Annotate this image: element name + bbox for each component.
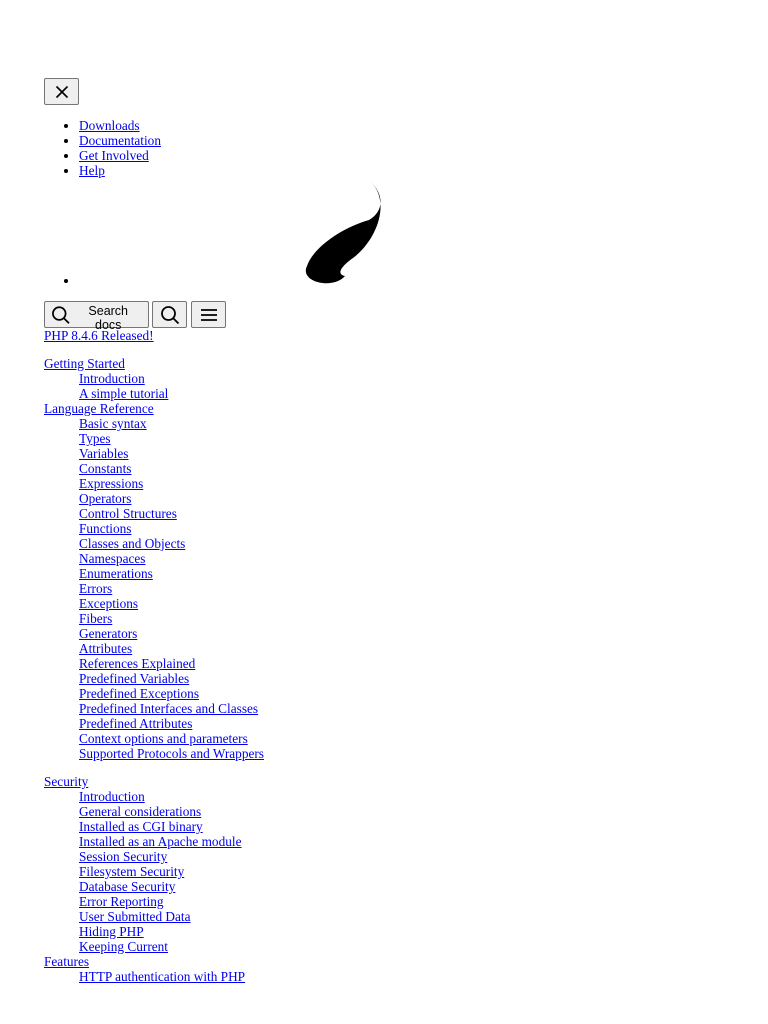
toc-item-link[interactable]: Control Structures bbox=[79, 506, 177, 521]
toc-item-link[interactable]: Predefined Variables bbox=[79, 671, 190, 686]
toc-section-security[interactable]: Security bbox=[44, 774, 89, 789]
search-icon bbox=[51, 305, 70, 325]
toc-item bbox=[44, 416, 744, 431]
toc-item-link[interactable]: A simple tutorial bbox=[79, 386, 169, 401]
logo-icon bbox=[305, 180, 385, 286]
release-announcement-link[interactable]: PHP 8.4.6 Released! bbox=[44, 328, 154, 343]
toc-item bbox=[44, 939, 744, 954]
toc-item bbox=[44, 566, 744, 581]
toc-item bbox=[44, 789, 744, 804]
search-docs-button[interactable] bbox=[44, 301, 149, 332]
toc-item-link[interactable]: Predefined Exceptions bbox=[79, 686, 200, 701]
search-icon bbox=[160, 305, 180, 325]
toc-item bbox=[44, 909, 744, 924]
toc-item bbox=[44, 924, 744, 939]
toc-item bbox=[44, 731, 744, 746]
toc-item-link[interactable]: Expressions bbox=[79, 476, 144, 491]
toc-item-link[interactable]: Introduction bbox=[79, 789, 145, 804]
nav-link-help[interactable]: Help bbox=[79, 163, 105, 178]
toc-item bbox=[44, 641, 744, 656]
toc-item-link[interactable]: Database Security bbox=[79, 879, 176, 894]
toc-item bbox=[44, 849, 744, 864]
toc-item-link[interactable]: Attributes bbox=[79, 641, 133, 656]
toc-item bbox=[44, 371, 744, 386]
toc-item bbox=[44, 894, 744, 909]
toc-item-link[interactable]: Installed as an Apache module bbox=[79, 834, 242, 849]
toc-item-link[interactable]: Enumerations bbox=[79, 566, 153, 581]
toc-item-link[interactable]: Context options and parameters bbox=[79, 731, 248, 746]
nav-link-documentation[interactable]: Documentation bbox=[79, 133, 161, 148]
toc-item-link[interactable]: Generators bbox=[79, 626, 138, 641]
toc-item-link[interactable]: Operators bbox=[79, 491, 132, 506]
toc-item bbox=[44, 386, 744, 401]
toc-item bbox=[44, 491, 744, 506]
nav-link-get-involved[interactable]: Get Involved bbox=[79, 148, 149, 163]
toc-item-link[interactable]: Supported Protocols and Wrappers bbox=[79, 746, 264, 761]
toc-item-link[interactable]: Predefined Attributes bbox=[79, 716, 193, 731]
toc-item-link[interactable]: Types bbox=[79, 431, 111, 446]
toc-item bbox=[44, 819, 744, 834]
toc-item-link[interactable]: Exceptions bbox=[79, 596, 139, 611]
toc-item-link[interactable]: Hiding PHP bbox=[79, 924, 144, 939]
toc-item bbox=[44, 701, 744, 716]
toc-item bbox=[44, 581, 744, 596]
toc-item bbox=[44, 969, 744, 984]
toc-item-link[interactable]: HTTP authentication with PHP bbox=[79, 969, 246, 984]
toc-gap bbox=[44, 761, 744, 774]
toc-item-link[interactable]: Filesystem Security bbox=[79, 864, 185, 879]
toc-item-link[interactable]: Constants bbox=[79, 461, 132, 476]
toc-item-link[interactable]: User Submitted Data bbox=[79, 909, 191, 924]
toc-item bbox=[44, 716, 744, 731]
toc-item bbox=[44, 536, 744, 551]
toc-item bbox=[44, 656, 744, 671]
toc-item bbox=[44, 671, 744, 686]
toc-section-features[interactable]: Features bbox=[44, 954, 90, 969]
toc-item-link[interactable]: Predefined Interfaces and Classes bbox=[79, 701, 259, 716]
hamburger-icon bbox=[200, 308, 218, 322]
close-icon bbox=[55, 85, 69, 99]
toc-item bbox=[44, 596, 744, 611]
toc-section-language-reference[interactable]: Language Reference bbox=[44, 401, 154, 416]
toc-item-link[interactable]: Functions bbox=[79, 521, 132, 536]
toc-item-link[interactable]: Basic syntax bbox=[79, 416, 147, 431]
toc-item-link[interactable]: References Explained bbox=[79, 656, 196, 671]
toc-item-link[interactable]: Namespaces bbox=[79, 551, 146, 566]
toc-item-link[interactable]: Error Reporting bbox=[79, 894, 164, 909]
nav-item-documentation bbox=[79, 133, 161, 148]
toc-item bbox=[44, 686, 744, 701]
toc-item bbox=[44, 626, 744, 641]
nav-link-downloads[interactable]: Downloads bbox=[79, 118, 140, 133]
search-button[interactable] bbox=[152, 301, 187, 328]
toc-item bbox=[44, 476, 744, 491]
logo-list bbox=[44, 273, 79, 288]
toc-item bbox=[44, 551, 744, 566]
toc-item bbox=[44, 611, 744, 626]
toc-section-getting-started[interactable]: Getting Started bbox=[44, 356, 125, 371]
nav-item-downloads bbox=[79, 118, 161, 133]
toc-item bbox=[44, 864, 744, 879]
menu-button[interactable] bbox=[191, 301, 226, 328]
nav-item-help bbox=[79, 163, 161, 178]
toc-item bbox=[44, 804, 744, 819]
toc-item bbox=[44, 506, 744, 521]
close-button[interactable] bbox=[44, 78, 79, 105]
toc-item bbox=[44, 834, 744, 849]
toc-item-link[interactable]: Classes and Objects bbox=[79, 536, 186, 551]
search-docs-label: Search docs bbox=[88, 303, 129, 332]
toc-item bbox=[44, 521, 744, 536]
toc-item bbox=[44, 746, 744, 761]
toc-item-link[interactable]: Session Security bbox=[79, 849, 168, 864]
toc-item-link[interactable]: General considerations bbox=[79, 804, 202, 819]
toc-item bbox=[44, 446, 744, 461]
main-nav bbox=[44, 118, 161, 178]
toc-item bbox=[44, 461, 744, 476]
nav-item-get-involved bbox=[79, 148, 161, 163]
toc-item bbox=[44, 879, 744, 894]
toc-item bbox=[44, 431, 744, 446]
toc-item-link[interactable]: Errors bbox=[79, 581, 113, 596]
toc-item-link[interactable]: Introduction bbox=[79, 371, 145, 386]
toc-item-link[interactable]: Variables bbox=[79, 446, 129, 461]
toc-item-link[interactable]: Fibers bbox=[79, 611, 113, 626]
docs-toc bbox=[44, 356, 744, 984]
toc-item-link[interactable]: Keeping Current bbox=[79, 939, 168, 954]
toc-item-link[interactable]: Installed as CGI binary bbox=[79, 819, 203, 834]
